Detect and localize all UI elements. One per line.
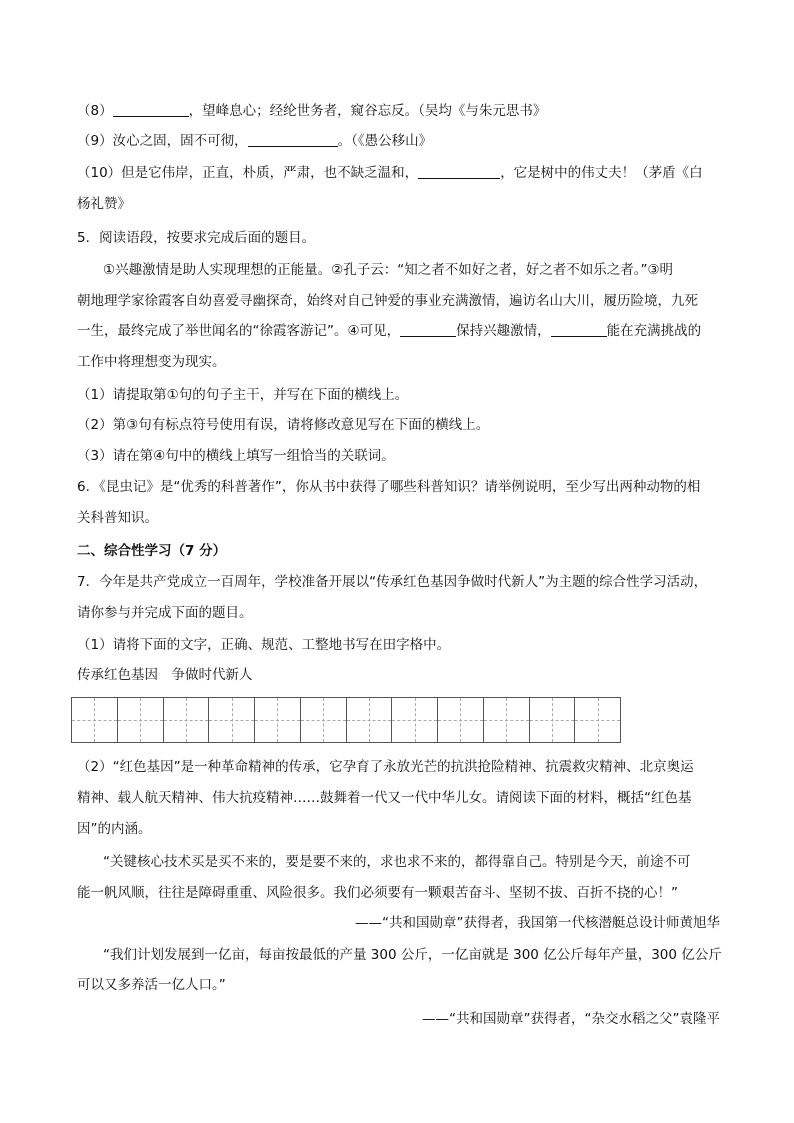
- tianzige-cell[interactable]: [118, 698, 164, 742]
- q4-item-10-cont: 杨礼赞》: [77, 196, 131, 212]
- q7-sub-2-line-3: 因”的内涵。: [77, 821, 152, 837]
- quote-2-source: ——“共和国勋章”获得者，“杂交水稻之父”袁隆平: [422, 1011, 720, 1027]
- answer-blank[interactable]: [400, 322, 456, 337]
- tianzige-cell[interactable]: [72, 698, 118, 742]
- quote-1-source: ——“共和国勋章”获得者，我国第一代核潜艇总设计师黄旭华: [355, 915, 720, 931]
- q7-sub-1: （1）请将下面的文字，正确、规范、工整地书写在田字格中。: [77, 637, 451, 653]
- q4-item-8: （8） ，望峰息心；经纶世务者，窥谷忘反。（吴均《与朱元思书》: [77, 103, 547, 119]
- q5-stem: 5．阅读语段，按要求完成后面的题目。: [77, 230, 316, 246]
- q5-para-line-4: 工作中将理想变为现实。: [77, 354, 226, 370]
- quote-2-line-1: “我们计划发展到一亿亩，每亩按最低的产量 300 公斤，一亿亩就是 300 亿公斤每年产量，300 亿公斤: [103, 947, 722, 963]
- q5-sub-1: （1）请提取第①句的句子主干，并写在下面的横线上。: [77, 387, 409, 403]
- q7-sub-2-line-1: （2）“红色基因”是一种革命精神的传承，它孕育了永放光芒的抗洪抢险精神、抗震救灾精神、北京奥运: [77, 759, 694, 775]
- section-2-title: 二、综合性学习（7 分）: [77, 543, 227, 559]
- answer-blank[interactable]: [113, 102, 189, 117]
- tianzige-cell[interactable]: [255, 698, 301, 742]
- q7-line-2: 请你参与并完成下面的题目。: [77, 605, 253, 621]
- tianzige-cell[interactable]: [438, 698, 484, 742]
- answer-blank[interactable]: [248, 132, 338, 147]
- tianzige-cell[interactable]: [209, 698, 255, 742]
- q5-sub-2: （2）第③句有标点符号使用有误，请将修改意见写在下面的横线上。: [77, 417, 490, 433]
- tianzige-cell[interactable]: [530, 698, 576, 742]
- quote-2-line-2: 可以又多养活一亿人口。”: [77, 977, 226, 993]
- q6-line-1: 6．《昆虫记》是“优秀的科普著作”，你从书中获得了哪些科普知识？请举例说明，至少写出两种动物的相: [77, 479, 701, 495]
- q7-line-1: 7．今年是共产党成立一百周年，学校准备开展以“传承红色基因争做时代新人”为主题的综合性学习活动，: [77, 574, 708, 590]
- q6-line-2: 关科普知识。: [77, 510, 158, 526]
- q7-sub-2-line-2: 精神、载人航天精神、伟大抗疫精神……鼓舞着一代又一代中华儿女。请阅读下面的材料，概括“红色基: [77, 790, 692, 806]
- q5-para-line-3: 一生，最终完成了举世闻名的“徐霞客游记”。④可见， 保持兴趣激情， 能在充满挑战的: [77, 323, 702, 339]
- tianzige-grid[interactable]: [71, 697, 621, 743]
- quote-1-line-2: 能一帆风顺，往往是障碍重重、风险很多。我们必须要有一颗艰苦奋斗、坚韧不拔、百折不挠的心！”: [77, 885, 678, 901]
- q5-para-line-1: ①兴趣激情是助人实现理想的正能量。②孔子云：“知之者不如好之者，好之者不如乐之者。”③明: [103, 262, 674, 278]
- tianzige-cell[interactable]: [484, 698, 530, 742]
- tianzige-cell[interactable]: [301, 698, 347, 742]
- q5-para-line-2: 朝地理学家徐霞客自幼喜爱寻幽探奇，始终对自己钟爱的事业充满激情，遍访名山大川，履历险境，九死: [77, 293, 698, 309]
- q4-item-9: （9）汝心之固，固不可彻， 。（《愚公移山》: [77, 133, 433, 149]
- quote-1-line-1: “关键核心技术买是买不来的，要是要不来的，求也求不来的，都得靠自己。特别是今天，前途不可: [103, 854, 691, 870]
- q7-copy-text: 传承红色基因 争做时代新人: [77, 667, 253, 683]
- tianzige-cell[interactable]: [164, 698, 210, 742]
- tianzige-cell[interactable]: [392, 698, 438, 742]
- q5-sub-3: （3）请在第④句中的横线上填写一组恰当的关联词。: [77, 448, 395, 464]
- q4-item-10: （10）但是它伟岸，正直，朴质，严肃，也不缺乏温和， ，它是树中的伟丈夫！（茅盾《白: [77, 165, 703, 181]
- tianzige-cell[interactable]: [575, 698, 620, 742]
- answer-blank[interactable]: [551, 322, 607, 337]
- tianzige-cell[interactable]: [347, 698, 393, 742]
- answer-blank[interactable]: [418, 164, 500, 179]
